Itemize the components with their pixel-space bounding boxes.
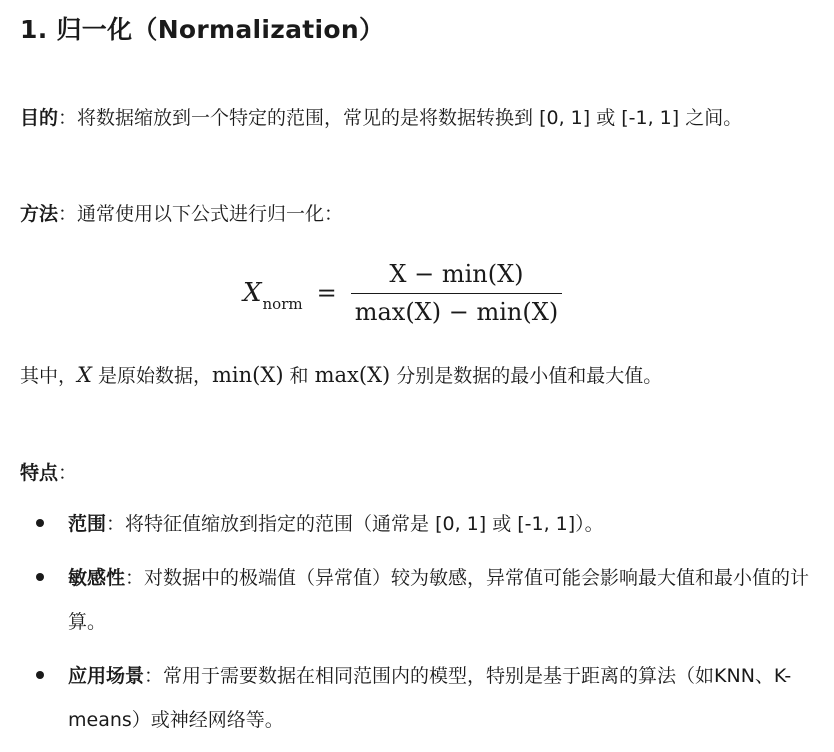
list-item — [36, 556, 826, 644]
bullet-separator: ： — [106, 513, 126, 535]
method-separator: ： — [58, 203, 78, 225]
method-text: 通常使用以下公式进行归一化： — [77, 203, 344, 225]
formula-numerator: X − min(X) — [389, 259, 524, 288]
bullet-separator: ： — [144, 665, 164, 687]
features-heading — [20, 451, 816, 495]
formula-lhs — [243, 278, 303, 313]
purpose-paragraph — [20, 96, 816, 140]
method-label: 方法 — [20, 203, 59, 225]
features-label: 特点 — [20, 462, 59, 484]
bullet-icon — [36, 671, 44, 679]
bullet-icon — [36, 573, 44, 581]
purpose-text: 将数据缩放到一个特定的范围，常见的是将数据转换到 [0, 1] 或 [-1, 1] 之间。 — [77, 107, 743, 129]
variable-x: X — [77, 363, 92, 387]
bullet-text: 对数据中的极端值（异常值）较为敏感，异常值可能会影响最大值和最小值的计算。 — [68, 567, 810, 633]
bullet-label: 范围 — [68, 513, 107, 535]
formula-denominator: max(X) − min(X) — [354, 298, 559, 327]
explanation-text: 和 — [283, 365, 315, 387]
bullet-icon — [36, 519, 44, 527]
explanation-text: 其中， — [20, 365, 78, 387]
bullet-separator: ： — [125, 567, 145, 589]
explanation-paragraph — [20, 353, 816, 398]
features-list — [36, 502, 826, 752]
max-expression: max(X) — [314, 363, 391, 387]
purpose-label: 目的 — [20, 107, 59, 129]
normalization-formula — [243, 256, 562, 330]
section-title: 1. 归一化（Normalization） — [20, 15, 385, 44]
list-item — [36, 502, 826, 546]
features-separator: ： — [58, 462, 78, 484]
bullet-label: 敏感性 — [68, 567, 126, 589]
formula-equals: = — [316, 279, 337, 307]
explanation-text: 分别是数据的最小值和最大值。 — [390, 365, 663, 387]
formula-fraction — [351, 260, 562, 327]
explanation-text: 是原始数据， — [91, 365, 213, 387]
bullet-text: 常用于需要数据在相同范围内的模型，特别是基于距离的算法（如KNN、K-means）或神经网络等。 — [68, 665, 792, 731]
formula-lhs-variable: X — [243, 278, 262, 308]
list-item — [36, 654, 826, 742]
bullet-label: 应用场景 — [68, 665, 145, 687]
method-paragraph — [20, 192, 816, 236]
min-expression: min(X) — [212, 363, 284, 387]
purpose-separator: ： — [58, 107, 78, 129]
formula-lhs-subscript: norm — [262, 295, 303, 313]
bullet-text: 将特征值缩放到指定的范围（通常是 [0, 1] 或 [-1, 1]）。 — [125, 513, 604, 535]
